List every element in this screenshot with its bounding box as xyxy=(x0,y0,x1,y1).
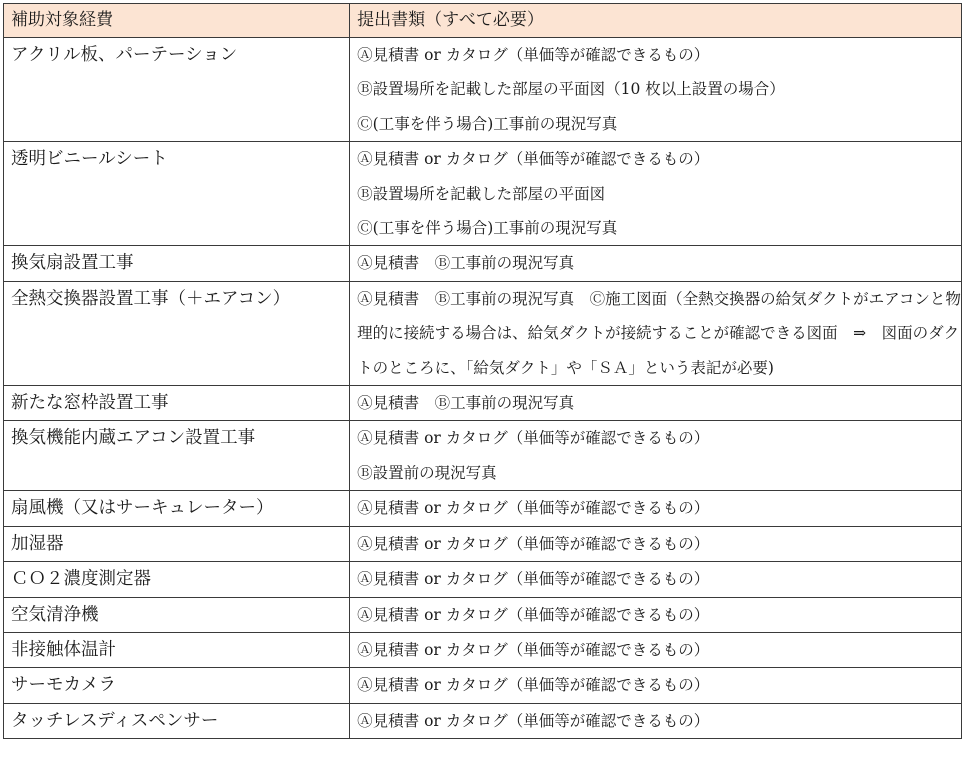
row-documents xyxy=(350,421,962,491)
row-expense-air-purifier: 空気清浄機 xyxy=(4,597,350,632)
table-row xyxy=(4,562,962,597)
table-row xyxy=(4,421,962,491)
table-row xyxy=(4,597,962,632)
table-row xyxy=(4,246,962,281)
header-required-documents: 提出書類（すべて必要） xyxy=(350,4,962,38)
row-expense-co2-meter: ＣＯ２濃度測定器 xyxy=(4,562,350,597)
document-line: Ⓑ設置場所を記載した部屋の平面図 xyxy=(357,184,606,203)
table-row xyxy=(4,668,962,703)
header-row xyxy=(4,4,962,38)
row-expense-touchless-dispenser: タッチレスディスペンサー xyxy=(4,703,350,738)
table-row xyxy=(4,526,962,561)
row-documents xyxy=(350,142,962,246)
document-line: Ⓐ見積書 or カタログ（単価等が確認できるもの） xyxy=(357,676,710,695)
row-documents xyxy=(350,668,962,703)
document-line: Ⓑ設置前の現況写真 xyxy=(357,463,497,482)
row-documents xyxy=(350,38,962,142)
row-expense-humidifier: 加湿器 xyxy=(4,526,350,561)
document-line: Ⓐ見積書 or カタログ（単価等が確認できるもの） xyxy=(357,46,710,64)
document-line: Ⓒ(工事を伴う場合)工事前の現況写真 xyxy=(357,219,618,238)
row-expense-ventilating-aircon: 換気機能内蔵エアコン設置工事 xyxy=(4,421,350,491)
document-line: Ⓐ見積書 or カタログ（単価等が確認できるもの） xyxy=(357,711,710,730)
row-documents xyxy=(350,597,962,632)
document-line: Ⓐ見積書 or カタログ（単価等が確認できるもの） xyxy=(357,534,710,553)
row-expense-window-frame: 新たな窓枠設置工事 xyxy=(4,386,350,421)
table-row xyxy=(4,703,962,738)
table-row xyxy=(4,386,962,421)
document-line: Ⓐ見積書 or カタログ（単価等が確認できるもの） xyxy=(357,429,710,448)
row-expense-acrylic: アクリル板、パーテーション xyxy=(4,38,350,142)
document-line: Ⓒ(工事を伴う場合)工事前の現況写真 xyxy=(357,114,618,133)
header-eligible-expense: 補助対象経費 xyxy=(4,4,350,38)
document-paragraph: Ⓐ見積書 Ⓑ工事前の現況写真 Ⓒ施工図面（全熱交換器の給気ダクトがエアコンと物理的に接続する場合は、給気ダクトが接続することが確認できる図面 ⇒ 図面のダクトのところに、「給気ダクト」や「ＳＡ」という表記が必要) xyxy=(357,289,961,377)
subsidy-documents-table xyxy=(3,3,962,739)
document-line: Ⓑ設置場所を記載した部屋の平面図（10 枚以上設置の場合） xyxy=(357,80,785,99)
row-documents xyxy=(350,632,962,667)
table-row xyxy=(4,491,962,526)
row-documents xyxy=(350,562,962,597)
table-row xyxy=(4,142,962,246)
document-line: Ⓐ見積書 or カタログ（単価等が確認できるもの） xyxy=(357,605,710,624)
table-row xyxy=(4,281,962,385)
table-body xyxy=(4,38,962,739)
row-expense-thermometer: 非接触体温計 xyxy=(4,632,350,667)
document-line: Ⓐ見積書 or カタログ（単価等が確認できるもの） xyxy=(357,640,710,659)
row-documents xyxy=(350,386,962,421)
row-documents xyxy=(350,526,962,561)
row-expense-thermo-camera: サーモカメラ xyxy=(4,668,350,703)
table-row xyxy=(4,632,962,667)
row-documents xyxy=(350,703,962,738)
document-line: Ⓐ見積書 or カタログ（単価等が確認できるもの） xyxy=(357,570,710,589)
table-header xyxy=(4,4,962,38)
row-expense-vinyl-sheet: 透明ビニールシート xyxy=(4,142,350,246)
row-documents xyxy=(350,246,962,281)
document-line: Ⓐ見積書 or カタログ（単価等が確認できるもの） xyxy=(357,499,710,518)
row-expense-heat-exchanger: 全熱交換器設置工事（＋エアコン） xyxy=(4,281,350,385)
row-documents xyxy=(350,281,962,385)
table-row xyxy=(4,38,962,142)
row-expense-ventilation-fan: 換気扇設置工事 xyxy=(4,246,350,281)
row-documents xyxy=(350,491,962,526)
row-expense-fan: 扇風機（又はサーキュレーター） xyxy=(4,491,350,526)
document-line: Ⓐ見積書 Ⓑ工事前の現況写真 xyxy=(357,254,575,273)
document-line: Ⓐ見積書 Ⓑ工事前の現況写真 xyxy=(357,394,575,413)
document-line: Ⓐ見積書 or カタログ（単価等が確認できるもの） xyxy=(357,150,710,169)
